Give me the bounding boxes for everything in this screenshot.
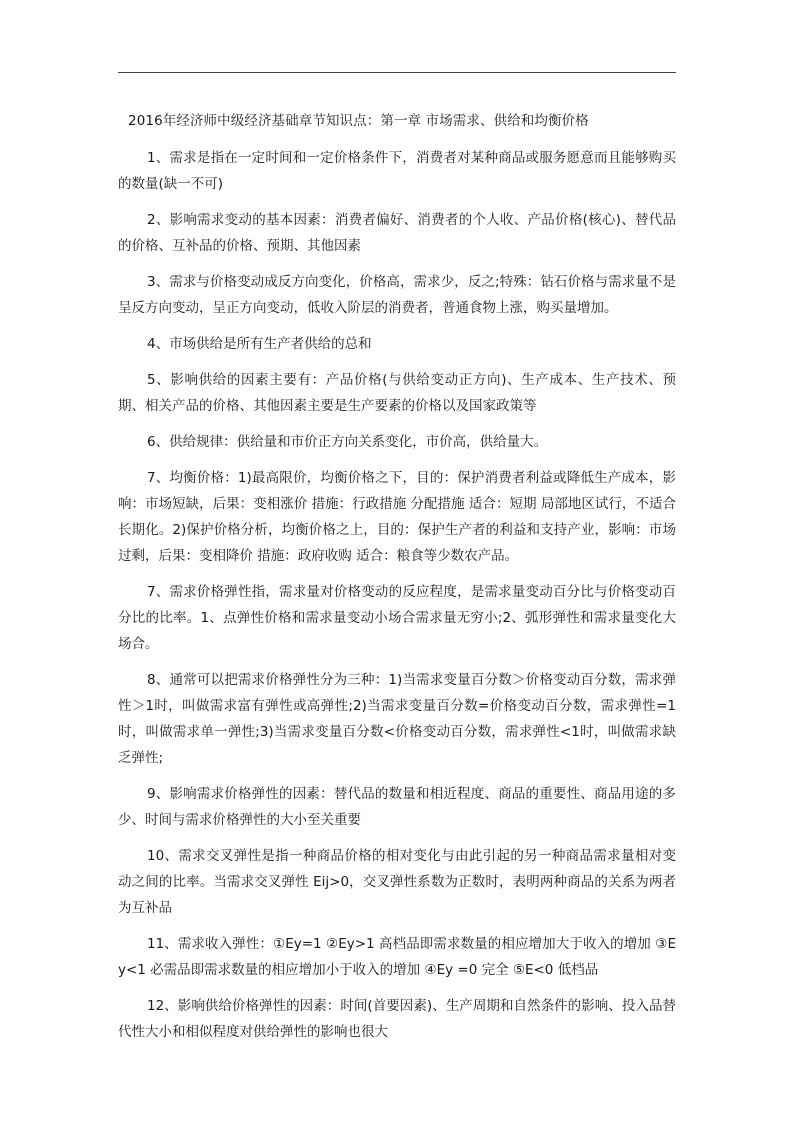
paragraph-1: 1、需求是指在一定时间和一定价格条件下，消费者对某种商品或服务愿意而且能够购买的数量(缺一不可)	[118, 150, 676, 192]
header-rule	[118, 72, 676, 73]
document-body	[118, 108, 676, 1055]
paragraph-2: 2、影响需求变动的基本因素：消费者偏好、消费者的个人收、产品价格(核心)、替代品的价格、互补品的价格、预期、其他因素	[118, 212, 676, 254]
paragraph-6: 6、供给规律：供给量和市价正方向关系变化，市价高，供给量大。	[147, 434, 548, 450]
paragraph-5: 5、影响供给的因素主要有：产品价格(与供给变动正方向)、生产成本、生产技术、预期、相关产品的价格、其他因素主要是生产要素的价格以及国家政策等	[118, 372, 676, 414]
paragraph-9: 9、影响需求价格弹性的因素：替代品的数量和相近程度、商品的重要性、商品用途的多少、时间与需求价格弹性的大小至关重要	[118, 786, 676, 828]
paragraph-3: 3、需求与价格变动成反方向变化，价格高，需求少，反之;特殊：钻石价格与需求量不是呈反方向变动，呈正方向变动，低收入阶层的消费者，普通食物上涨，购买量增加。	[118, 274, 676, 316]
paragraph-7: 7、均衡价格：1)最高限价，均衡价格之下，目的：保护消费者利益或降低生产成本，影响：市场短缺，后果：变相涨价 措施：行政措施 分配措施 适合：短期 局部地区试行，不适合长期化。2)保护价格分析，均衡价格之上，目的：保护生产者的利益和支持产业，影响：市场过剩，后果：变相降价 措施：政府收购 适合：粮食等少数农产品。	[118, 470, 676, 564]
paragraph-12: 12、影响供给价格弹性的因素：时间(首要因素)、生产周期和自然条件的影响、投入品替代性大小和相似程度对供给弹性的影响也很大	[118, 998, 676, 1040]
paragraph-7b: 7、需求价格弹性指，需求量对价格变动的反应程度，是需求量变动百分比与价格变动百分比的比率。1、点弹性价格和需求量变动小场合需求量无穷小;2、弧形弹性和需求量变化大场合。	[118, 584, 676, 652]
paragraph-10: 10、需求交叉弹性是指一种商品价格的相对变化与由此引起的另一种商品需求量相对变动之间的比率。当需求交叉弹性 Eij>0，交叉弹性系数为正数时，表明两种商品的关系为两者为互补品	[118, 848, 676, 916]
paragraph-4: 4、市场供给是所有生产者供给的总和	[147, 336, 372, 352]
paragraph-11: 11、需求收入弹性：①Ey=1 ②Ey>1 高档品即需求数量的相应增加大于收入的增加 ③Ey<1 必需品即需求数量的相应增加小于收入的增加 ④Ey =0 完全 ⑤E<0 低档品	[118, 936, 676, 978]
paragraph-8: 8、通常可以把需求价格弹性分为三种：1)当需求变量百分数＞价格变动百分数，需求弹性＞1时，叫做需求富有弹性或高弹性;2)当需求变量百分数=价格变动百分数，需求弹性=1时，叫做需求单一弹性;3)当需求变量百分数<价格变动百分数，需求弹性<1时，叫做需求缺乏弹性;	[118, 672, 676, 766]
document-title: 2016年经济师中级经济基础章节知识点：第一章 市场需求、供给和均衡价格	[128, 113, 589, 129]
